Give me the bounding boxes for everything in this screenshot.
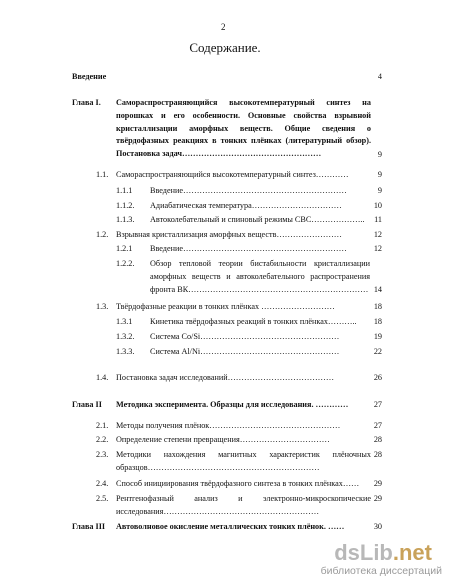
toc-entry-text: Методика эксперимента. Образцы для исследования. ………… bbox=[116, 400, 349, 409]
watermark-logo-main: dsLib bbox=[334, 540, 393, 565]
toc-entry-text: Введение…………………………………………………… bbox=[150, 244, 347, 253]
watermark-subtitle: библиотека диссертаций bbox=[320, 565, 442, 577]
toc-entry-1-3-3 bbox=[0, 346, 450, 359]
toc-entry-2-5 bbox=[0, 493, 450, 520]
toc-entry-text: Адиабатическая температура…………………………… bbox=[150, 201, 342, 210]
toc-entry-1-1-3 bbox=[0, 214, 450, 227]
toc-entry-number: 1.1.3. bbox=[116, 215, 135, 224]
toc-entry-chapter-2 bbox=[0, 399, 450, 412]
toc-entry-number: 1.3. bbox=[96, 302, 109, 311]
toc-entry-page: 28 bbox=[373, 450, 382, 459]
toc-entry-1-3 bbox=[0, 301, 450, 314]
toc-entry-text: Самораспространяющийся высокотемпературный синтез на порошках и его особенности. Основные свойства взрывной кристаллизации аморфных веществ. Общие сведения о твёрдофазных реакциях в тонких плёнках (литературный обзор). Постановка задач…………………………………………… bbox=[116, 98, 371, 159]
toc-entry-text: Автоволновое окисление металлических тонких плёнок. …… bbox=[116, 522, 345, 531]
toc-entry-page: 22 bbox=[373, 347, 382, 356]
toc-entry-number: 1.4. bbox=[96, 373, 109, 382]
toc-entry-chapter-3 bbox=[0, 521, 450, 534]
toc-entry-chapter-1 bbox=[0, 97, 450, 165]
toc-entry-page: 9 bbox=[377, 170, 382, 179]
toc-entry-number: 1.2.1 bbox=[116, 244, 133, 253]
toc-entry-1-3-1 bbox=[0, 316, 450, 329]
toc-entry-text: Система Al/Ni…………………………………………… bbox=[150, 347, 340, 356]
toc-entry-introduction bbox=[0, 71, 450, 84]
toc-entry-1-1 bbox=[0, 169, 450, 182]
toc-entry-text: Рентгенофазный анализ и электронно-микроскопические исследования………………………………………………… bbox=[116, 494, 371, 516]
toc-entry-number: 1.2.2. bbox=[116, 259, 135, 268]
toc-entry-page: 19 bbox=[373, 332, 382, 341]
watermark-logo bbox=[334, 540, 432, 566]
toc-entry-page: 10 bbox=[373, 201, 382, 210]
toc-entry-1-2-1 bbox=[0, 243, 450, 256]
toc-entry-page: 4 bbox=[377, 72, 382, 81]
toc-entry-text: Способ инициирования твёрдофазного синтеза в тонких плёнках…… bbox=[116, 479, 360, 488]
toc-entry-2-2 bbox=[0, 434, 450, 447]
toc-entry-page: 29 bbox=[373, 494, 382, 503]
toc-entry-page: 14 bbox=[373, 285, 382, 294]
toc-entry-page: 27 bbox=[373, 421, 382, 430]
toc-entry-page: 12 bbox=[373, 230, 382, 239]
toc-entry-page: 18 bbox=[373, 302, 382, 311]
toc-entry-text: Обзор тепловой теории бистабильности кристаллизации аморфных веществ и автоколебательного распространения фронта ВК………………………………………………………… bbox=[150, 259, 370, 294]
toc-entry-number: 1.2. bbox=[96, 230, 109, 239]
toc-entry-number: 2.5. bbox=[96, 494, 109, 503]
toc-entry-1-1-2 bbox=[0, 200, 450, 213]
watermark bbox=[302, 540, 442, 580]
toc-entry-text: Введение…………………………………………………… bbox=[150, 186, 347, 195]
toc-entry-page: 30 bbox=[373, 522, 382, 531]
toc-title: Содержание. bbox=[189, 40, 261, 55]
toc-entry-page: 18 bbox=[373, 317, 382, 326]
toc-entry-number: Глава II bbox=[72, 400, 102, 409]
toc-entry-page: 28 bbox=[373, 435, 382, 444]
toc-entry-text: Методики нахождения магнитных характеристик плёночных образцов……………………………………………………… bbox=[116, 450, 371, 472]
toc-entry-text: Кинетика твёрдофазных реакций в тонких плёнках……….. bbox=[150, 317, 357, 326]
toc-entry-number: 2.1. bbox=[96, 421, 109, 430]
toc-entry-number: 2.2. bbox=[96, 435, 109, 444]
toc-entry-page: 12 bbox=[373, 244, 382, 253]
toc-entry-number: 1.1. bbox=[96, 170, 109, 179]
toc-entry-page: 27 bbox=[373, 400, 382, 409]
toc-entry-number: 1.3.1 bbox=[116, 317, 133, 326]
toc-entry-1-2 bbox=[0, 229, 450, 242]
toc-entry-text: Автоколебательный и спиновый режимы СВС……………….. bbox=[150, 215, 365, 224]
toc-entry-number: 1.3.2. bbox=[116, 332, 135, 341]
toc-entry-2-3 bbox=[0, 449, 450, 476]
toc-entry-1-1-1 bbox=[0, 185, 450, 198]
toc-entry-text: Самораспространяющийся высокотемпературный синтез………… bbox=[116, 170, 349, 179]
toc-entry-page: 29 bbox=[373, 479, 382, 488]
toc-entry-1-4 bbox=[0, 372, 450, 385]
toc-entry-number: Введение bbox=[72, 72, 107, 81]
toc-entry-number: Глава III bbox=[72, 522, 106, 531]
toc-entry-number: 1.3.3. bbox=[116, 347, 135, 356]
toc-entry-page: 9 bbox=[377, 186, 382, 195]
toc-entry-text: Взрывная кристаллизация аморфных веществ…………………… bbox=[116, 230, 342, 239]
toc-entry-page: 11 bbox=[374, 215, 382, 224]
toc-entry-text: Определение степени превращения…………………………… bbox=[116, 435, 330, 444]
toc-entry-number: 2.4. bbox=[96, 479, 109, 488]
toc-entry-number: Глава I. bbox=[72, 98, 101, 107]
toc-entry-2-1 bbox=[0, 420, 450, 433]
toc-entry-1-2-2 bbox=[0, 258, 450, 298]
toc-entry-text: Методы получения плёнок………………………………………… bbox=[116, 421, 341, 430]
toc-entry-2-4 bbox=[0, 478, 450, 491]
toc-entry-number: 2.3. bbox=[96, 450, 109, 459]
toc-entry-page: 9 bbox=[377, 150, 382, 159]
page-number: 2 bbox=[221, 22, 226, 32]
watermark-logo-tld: .net bbox=[392, 540, 432, 565]
toc-entry-text: Система Co/Si…………………………………………… bbox=[150, 332, 340, 341]
toc-entry-number: 1.1.1 bbox=[116, 186, 133, 195]
toc-entry-1-3-2 bbox=[0, 331, 450, 344]
toc-entry-text: Твёрдофазные реакции в тонких плёнках ……………………… bbox=[116, 302, 335, 311]
toc-entry-page: 26 bbox=[373, 373, 382, 382]
toc-entry-number: 1.1.2. bbox=[116, 201, 135, 210]
toc-entry-text: Постановка задач исследований………………………………… bbox=[116, 373, 335, 382]
